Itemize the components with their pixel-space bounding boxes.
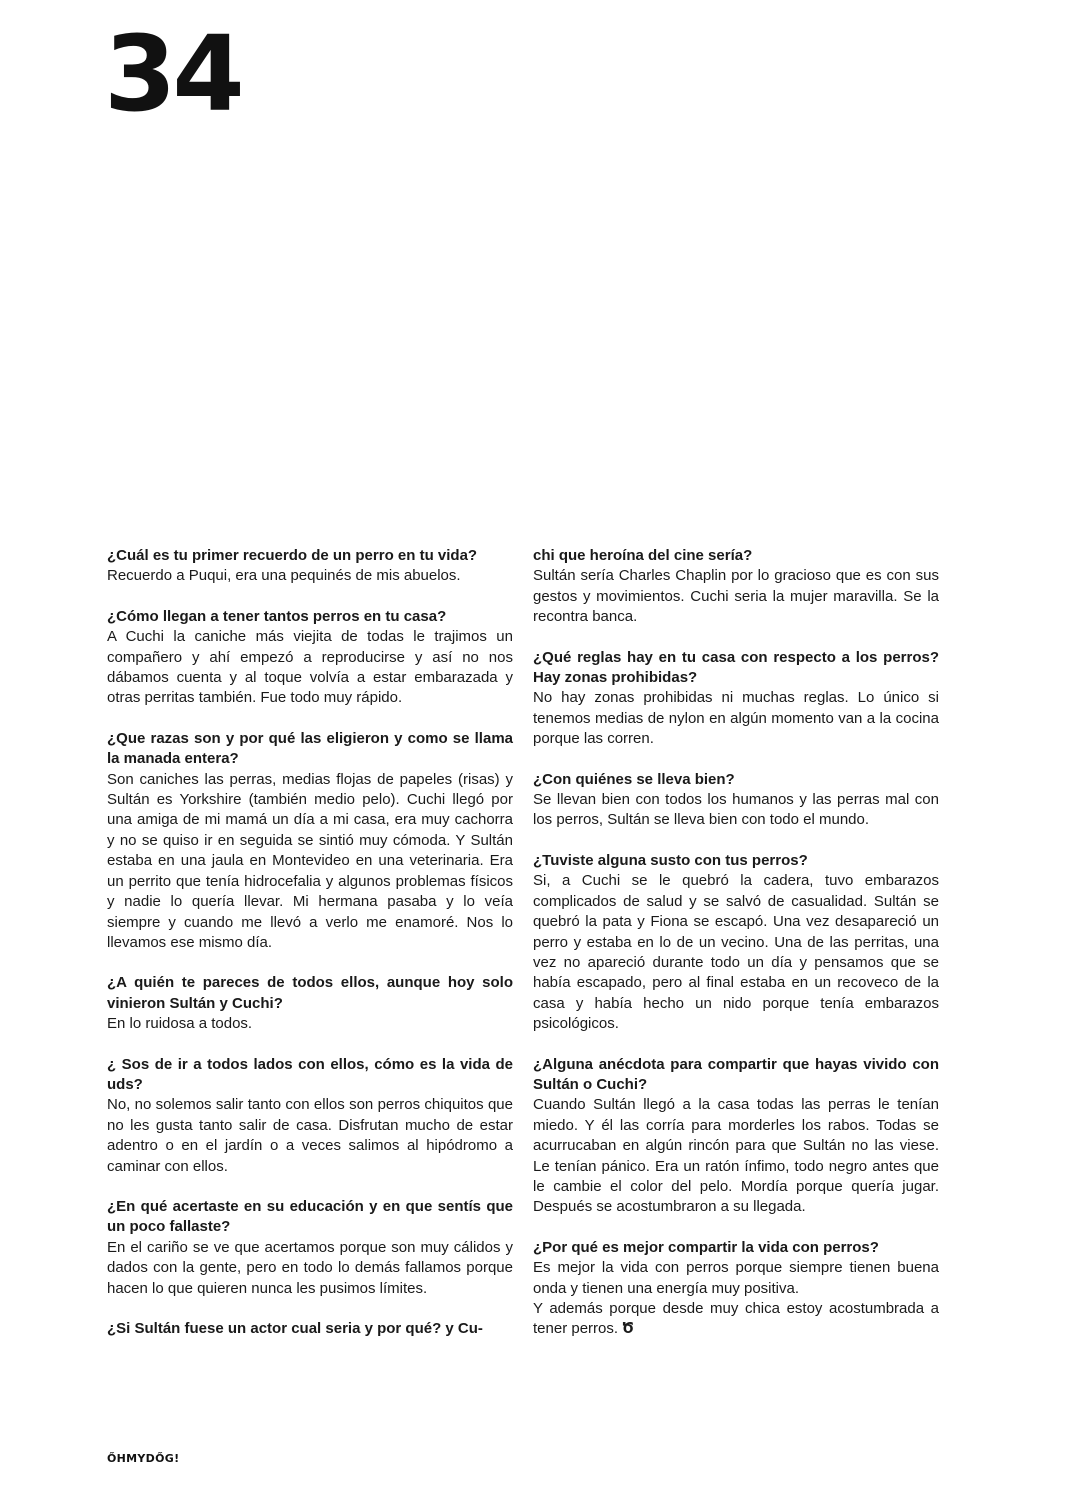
answer-paragraph: Sultán sería Charles Chaplin por lo gracioso que es con sus gestos y movimientos. Cuchi seria la mujer maravilla. Se la recontra banca. [533,567,939,626]
interview-answer [107,566,513,586]
answer-paragraph: Y además porque desde muy chica estoy acostumbrada a tener perros. Ծ [533,1299,939,1340]
answer-paragraph: Es mejor la vida con perros porque siempre tienen buena onda y tienen una energía muy positiva. [533,1259,939,1297]
interview-question: ¿Por qué es mejor compartir la vida con perros? [533,1238,879,1256]
interview-answer [533,1095,939,1217]
interview-question: ¿Que razas son y por qué las eligieron y como se llama la manada entera? [107,729,513,768]
qa-block [107,1197,513,1299]
answer-paragraph: Son caniches las perras, medias flojas de papeles (risas) y Sultán es Yorkshire (también medio pelo). Cuchi llegó por una amiga de mi mamá un día a mi casa, era muy cachorra y no se quiso ir en seguida se sintió muy cómoda. Y Sultán estaba en una jaula en Montevideo en una veterinaria. Era un perrito que tenía hidrocefalia y algunos problemas físicos y nadie lo quería llevar. Mi hermana pasaba y lo veía siempre y cuando me llevó a verlo me enamoré. Nos lo llevamos ese mismo día. [107,770,513,951]
interview-question: ¿Tuviste alguna susto con tus perros? [533,851,808,869]
qa-block [533,770,939,831]
answer-paragraph: Si, a Cuchi se le quebró la cadera, tuvo embarazos complicados de salud y se salvó de casualidad. Sultán se quebró la pata y Fiona se escapó. Una vez desapareció un perro y estaba en lo de un vecino. Una de las perritas, una vez no apareció durante todo un día y pensamos que se había escapado, pero al final estaba en un recoveco de la casa y había hecho un nido porque tenía embarazos psicológicos. [533,872,939,1033]
interview-question: ¿Cómo llegan a tener tantos perros en tu casa? [107,607,447,625]
end-of-article-icon: Ծ [622,1320,634,1338]
answer-paragraph: No hay zonas prohibidas ni muchas reglas. Lo único si tenemos medias de nylon en algún momento van a la cocina porque las corren. [533,689,939,748]
qa-block [107,546,513,587]
interview-answer [107,770,513,954]
interview-answer [533,688,939,749]
qa-block [107,607,513,709]
qa-block [533,851,939,1035]
qa-block [533,546,939,628]
interview-answer [533,871,939,1034]
interview-answer [107,1095,513,1177]
interview-question: ¿Alguna anécdota para compartir que hayas vivido con Sultán o Cuchi? [533,1055,939,1093]
qa-block [533,1238,939,1340]
interview-question: ¿En qué acertaste en su educación y en que sentís que un poco fallaste? [107,1197,513,1236]
interview-question: ¿Cuál es tu primer recuerdo de un perro en tu vida? [107,547,478,564]
interview-question: ¿Qué reglas hay en tu casa con respecto a los perros? Hay zonas prohibidas? [533,648,939,687]
interview-answer [107,1014,513,1034]
interview-question: ¿A quién te pareces de todos ellos, aunque hoy solo vinieron Sultán y Cuchi? [107,974,513,1012]
answer-paragraph: Recuerdo a Puqui, era una pequinés de mis abuelos. [107,567,461,585]
interview-left-column [107,546,513,1339]
interview-question: ¿Con quiénes se lleva bien? [533,770,735,788]
qa-block [107,729,513,953]
interview-right-column [533,546,939,1360]
page-number: 34 [104,13,241,135]
answer-paragraph: A Cuchi la caniche más viejita de todas le trajimos un compañero y ahí empezó a reproducirse y así no nos dábamos cuenta y al toque volvía a estar embarazada y otras perritas también. Fue todo muy rápido. [107,628,513,707]
interview-question: ¿ Sos de ir a todos lados con ellos, cómo es la vida de uds? [107,1055,513,1093]
interview-answer [533,1258,939,1340]
interview-answer [107,627,513,709]
ohmydog-logo: ŐHMYDŐG! [107,1452,180,1465]
interview-question: chi que heroína del cine sería? [533,547,753,564]
answer-paragraph: En lo ruidosa a todos. [107,1015,253,1033]
qa-block [107,973,513,1034]
interview-answer [533,566,939,627]
answer-paragraph: Cuando Sultán llegó a la casa todas las perras le tenían miedo. Y él las corría para morderles los rabos. Todas se acurrucaban en algún rincón para que Sultán no las viese. Le tenían pánico. Era un ratón ínfimo, todo negro antes que le cambie el color del pelo. Mordía porque quería jugar. Después se acostumbraron a su llegada. [533,1096,939,1216]
interview-question: ¿Si Sultán fuese un actor cual seria y por qué? y Cu- [107,1320,483,1337]
qa-block [107,1055,513,1177]
answer-paragraph: Se llevan bien con todos los humanos y las perras mal con los perros, Sultán se lleva bien con todo el mundo. [533,791,939,829]
answer-paragraph: En el cariño se ve que acertamos porque son muy cálidos y dados con la gente, pero en todo lo demás fallamos porque hacen lo que quieren nunca les pusimos límites. [107,1238,513,1297]
qa-block [533,648,939,750]
interview-answer [533,790,939,831]
interview-answer [107,1238,513,1299]
qa-block [533,1055,939,1218]
answer-paragraph: No, no solemos salir tanto con ellos son perros chiquitos que no les gusta tanto salir de casa. Disfrutan mucho de estar adentro o en el jardín o a veces salimos al hipódromo a caminar con ellos. [107,1096,513,1175]
qa-block [107,1319,513,1339]
